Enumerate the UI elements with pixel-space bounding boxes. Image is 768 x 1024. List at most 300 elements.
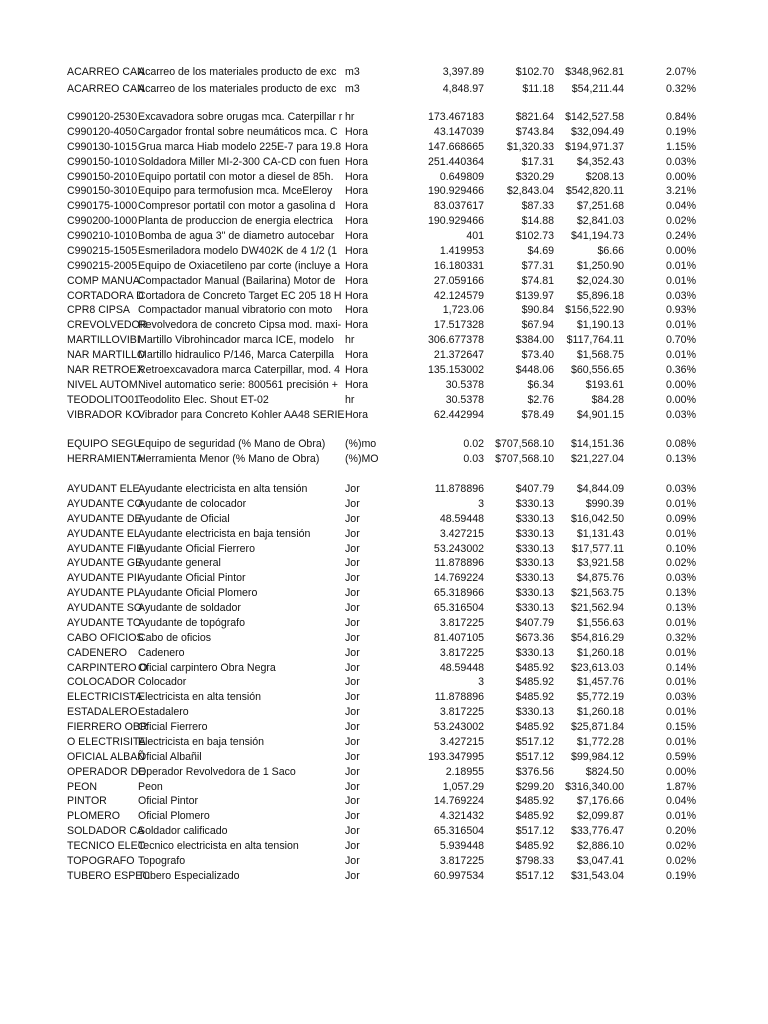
item-description: Cortadora de Concreto Target EC 205 18 H: [138, 289, 342, 302]
item-unit: (%)mo: [345, 438, 377, 450]
item-description: Equipo de seguridad (% Mano de Obra): [138, 438, 326, 450]
item-amount: $21,227.04: [570, 452, 624, 465]
item-unit-price: $821.64: [515, 111, 554, 123]
item-code: AYUDANTE TO: [67, 616, 142, 629]
item-description: Cabo de oficios: [138, 631, 212, 644]
item-unit-price: $517.12: [515, 825, 554, 838]
item-code: PEON: [67, 780, 98, 793]
item-amount: $14,151.36: [570, 438, 624, 450]
item-amount: $1,190.13: [576, 319, 624, 332]
item-unit: Jor: [345, 602, 360, 614]
item-code: NAR RETROEX: [67, 363, 144, 376]
item-description: Peon: [138, 780, 163, 793]
item-quantity: 3: [478, 676, 484, 689]
item-description: Oficial Fierrero: [138, 721, 208, 733]
item-code: ESTADALERO: [67, 706, 138, 719]
table-row: [67, 333, 707, 348]
item-unit-price: $485.92: [515, 691, 554, 704]
item-quantity: 147.668665: [428, 140, 484, 153]
item-unit: Jor: [345, 483, 360, 495]
item-code: HERRAMIENTA: [67, 452, 144, 465]
item-unit-price: $14.88: [521, 215, 554, 228]
table-row: [67, 170, 707, 185]
item-description: Martillo Vibrohincador marca ICE, modelo: [138, 334, 334, 347]
table-row: [67, 542, 707, 557]
item-amount: $5,772.19: [576, 691, 624, 704]
table-row: [67, 318, 707, 333]
item-unit: Hora: [345, 319, 368, 332]
item-description: Ayudante de soldador: [138, 602, 241, 614]
item-amount: $23,613.03: [570, 661, 624, 674]
item-unit-price: $330.13: [515, 706, 554, 719]
item-code: CPR8 CIPSA: [67, 304, 130, 317]
item-amount: $7,176.66: [576, 795, 624, 808]
item-amount: $25,871.84: [570, 721, 624, 733]
item-amount: $99,984.12: [570, 750, 624, 763]
item-unit-price: $485.92: [515, 795, 554, 808]
item-unit-price: $798.33: [515, 854, 554, 867]
item-description: Cargador frontal sobre neumáticos mca. C: [138, 125, 338, 138]
item-percentage: 0.01%: [665, 810, 696, 823]
item-quantity: 3.427215: [439, 735, 484, 748]
section-acarreo: [67, 64, 707, 98]
item-description: Equipo para termofusion mca. MceEleroy: [138, 185, 333, 198]
item-code: MARTILLOVIBI: [67, 334, 140, 347]
item-amount: $4,352.43: [576, 155, 624, 168]
item-description: Ayudante general: [138, 557, 221, 570]
item-unit-price: $743.84: [515, 125, 554, 138]
item-quantity: 0.02: [463, 438, 484, 450]
item-amount: $3,047.41: [576, 854, 624, 867]
item-percentage: 3.21%: [665, 185, 696, 198]
item-quantity: 4.321432: [439, 810, 484, 823]
item-description: Oficial Plomero: [138, 810, 210, 823]
item-unit: Jor: [345, 631, 360, 644]
item-unit-price: $707,568.10: [495, 452, 554, 465]
item-amount: $32,094.49: [570, 125, 624, 138]
item-percentage: 0.02%: [665, 557, 696, 570]
item-description: Oficial carpintero Obra Negra: [138, 661, 276, 674]
item-quantity: 48.59448: [439, 512, 484, 525]
item-unit-price: $673.36: [515, 631, 554, 644]
item-percentage: 0.02%: [665, 840, 696, 852]
item-description: Excavadora sobre orugas mca. Caterpillar r: [138, 111, 343, 123]
item-quantity: 30.5378: [445, 378, 484, 391]
item-unit-price: $139.97: [515, 289, 554, 302]
item-amount: $348,962.81: [565, 66, 624, 78]
table-row: [67, 110, 707, 125]
item-unit-price: $330.13: [515, 646, 554, 659]
item-quantity: 251.440364: [428, 155, 484, 168]
item-quantity: 3,397.89: [442, 66, 484, 78]
item-amount: $142,527.58: [565, 111, 624, 123]
item-description: Ayudante Oficial Fierrero: [138, 542, 255, 555]
item-amount: $41,194.73: [570, 230, 624, 242]
item-code: COMP MANUA: [67, 274, 140, 287]
item-unit-price: $17.31: [521, 155, 554, 168]
table-row: [67, 229, 707, 244]
item-code: OFICIAL ALBAÑ: [67, 750, 145, 763]
item-amount: $33,776.47: [570, 825, 624, 838]
item-amount: $1,568.75: [576, 349, 624, 361]
item-percentage: 0.01%: [665, 319, 696, 332]
item-amount: $2,841.03: [576, 215, 624, 228]
item-quantity: 135.153002: [428, 363, 484, 376]
item-amount: $2,099.87: [576, 810, 624, 823]
item-percentage: 0.24%: [665, 230, 696, 242]
item-description: Oficial Pintor: [138, 795, 199, 808]
item-percentage: 0.03%: [665, 289, 696, 302]
item-percentage: 0.32%: [665, 631, 696, 644]
item-quantity: 306.677378: [428, 334, 484, 347]
item-quantity: 193.347995: [428, 750, 484, 763]
item-amount: $542,820.11: [565, 185, 624, 198]
item-amount: $60,556.65: [570, 363, 624, 376]
item-percentage: 0.01%: [665, 616, 696, 629]
item-unit-price: $485.92: [515, 840, 554, 852]
item-percentage: 0.84%: [665, 111, 696, 123]
item-percentage: 2.07%: [665, 66, 696, 78]
item-code: AYUDANTE CO: [67, 497, 143, 510]
item-percentage: 0.00%: [665, 378, 696, 391]
table-row: [67, 140, 707, 155]
item-description: Compresor portatil con motor a gasolina d: [138, 200, 336, 213]
item-quantity: 3: [478, 497, 484, 510]
item-description: Esmeriladora modelo DW402K de 4 1/2 (1: [138, 244, 338, 257]
item-amount: $208.13: [585, 170, 624, 183]
item-description: Ayudante Oficial Plomero: [138, 587, 258, 600]
item-unit-price: $73.40: [521, 349, 554, 361]
item-unit: m3: [345, 66, 360, 78]
item-quantity: 173.467183: [428, 111, 484, 123]
item-percentage: 0.20%: [665, 825, 696, 838]
item-description: Ayudante electricista en alta tensión: [138, 483, 308, 495]
item-amount: $21,562.94: [570, 602, 624, 614]
item-quantity: 11.878896: [434, 691, 484, 704]
item-amount: $4,875.76: [576, 572, 624, 585]
item-description: Soldador calificado: [138, 825, 228, 838]
table-row: [67, 750, 707, 765]
item-unit: Jor: [345, 780, 360, 793]
item-description: Compactador Manual (Bailarina) Motor de: [138, 274, 336, 287]
item-amount: $17,577.11: [571, 542, 624, 555]
item-percentage: 0.13%: [665, 587, 696, 600]
item-description: Planta de produccion de energia electrica: [138, 215, 333, 228]
item-quantity: 5.939448: [439, 840, 484, 852]
item-amount: $990.39: [585, 497, 624, 510]
item-code: TOPOGRAFO: [67, 854, 135, 867]
item-quantity: 65.316504: [433, 602, 484, 614]
item-unit: hr: [345, 393, 355, 406]
table-row: [67, 259, 707, 274]
item-unit-price: $330.13: [515, 497, 554, 510]
item-unit-price: $376.56: [515, 765, 554, 778]
item-quantity: 3.817225: [439, 646, 484, 659]
item-description: Equipo portatil con motor a diesel de 85h.: [138, 170, 334, 183]
item-unit: hr: [345, 111, 355, 123]
item-description: Topografo: [138, 854, 186, 867]
item-percentage: 0.01%: [665, 646, 696, 659]
item-amount: $1,250.90: [576, 259, 624, 272]
item-unit-price: $1,320.33: [506, 140, 554, 153]
item-percentage: 0.03%: [665, 691, 696, 704]
item-percentage: 0.13%: [665, 602, 696, 614]
table-row: [67, 303, 707, 318]
item-description: Ayudante de Oficial: [138, 512, 230, 525]
item-unit: Hora: [345, 378, 368, 391]
item-quantity: 16.180331: [433, 259, 484, 272]
item-description: Equipo de Oxiacetileno par corte (incluye a: [138, 259, 340, 272]
table-row: [67, 601, 707, 616]
item-unit-price: $320.29: [515, 170, 554, 183]
item-unit: hr: [345, 334, 355, 347]
item-unit-price: $330.13: [515, 542, 554, 555]
item-unit: Jor: [345, 854, 360, 867]
item-quantity: 21.372647: [433, 349, 484, 361]
table-row: [67, 437, 707, 452]
item-quantity: 1,057.29: [442, 780, 484, 793]
item-amount: $7,251.68: [576, 200, 624, 213]
item-unit-price: $330.13: [515, 602, 554, 614]
item-amount: $194,971.37: [565, 140, 624, 153]
item-code: AYUDANT ELE: [67, 483, 140, 495]
item-unit: Jor: [345, 587, 360, 600]
item-unit-price: $485.92: [515, 721, 554, 733]
item-unit: Jor: [345, 512, 360, 525]
table-row: [67, 512, 707, 527]
item-code: PLOMERO: [67, 810, 120, 823]
item-unit-price: $330.13: [515, 527, 554, 540]
item-quantity: 14.769224: [433, 572, 484, 585]
item-percentage: 0.00%: [665, 765, 696, 778]
item-unit: Jor: [345, 810, 360, 823]
item-quantity: 81.407105: [433, 631, 484, 644]
item-code: TUBERO ESPEC: [67, 869, 151, 882]
item-unit-price: $407.79: [515, 616, 554, 629]
item-code: C990150-1010: [67, 155, 138, 168]
item-quantity: 60.997534: [433, 869, 484, 882]
item-quantity: 190.929466: [428, 185, 484, 198]
item-unit: Jor: [345, 557, 360, 570]
item-unit: Hora: [345, 170, 368, 183]
item-amount: $54,211.44: [571, 83, 624, 95]
item-unit-price: $4.69: [527, 244, 554, 257]
item-code: AYUDANTE DE: [67, 512, 142, 525]
item-percentage: 0.04%: [665, 200, 696, 213]
item-description: Electricista en baja tensión: [138, 735, 265, 748]
table-row: [67, 735, 707, 750]
item-unit-price: $517.12: [515, 750, 554, 763]
item-code: C990150-3010: [67, 185, 138, 198]
item-code: CADENERO: [67, 646, 128, 659]
item-amount: $21,563.75: [570, 587, 624, 600]
item-unit-price: $485.92: [515, 810, 554, 823]
item-unit: Hora: [345, 200, 368, 213]
item-unit: (%)MO: [345, 452, 379, 465]
item-unit: Jor: [345, 735, 360, 748]
item-unit: Jor: [345, 572, 360, 585]
table-row: [67, 809, 707, 824]
item-unit: Jor: [345, 825, 360, 838]
item-percentage: 0.03%: [665, 483, 696, 495]
item-unit: m3: [345, 83, 360, 95]
item-unit-price: $330.13: [515, 512, 554, 525]
section-percent-items: [67, 437, 707, 467]
item-amount: $3,921.58: [576, 557, 624, 570]
item-percentage: 0.19%: [665, 869, 696, 882]
item-amount: $193.61: [585, 378, 624, 391]
item-percentage: 0.00%: [665, 393, 696, 406]
item-unit-price: $517.12: [515, 735, 554, 748]
table-row: [67, 64, 707, 81]
item-unit-price: $102.73: [515, 230, 554, 242]
item-unit: Jor: [345, 676, 360, 689]
item-unit: Jor: [345, 497, 360, 510]
table-row: [67, 765, 707, 780]
item-code: TECNICO ELEC: [67, 840, 146, 852]
item-code: COLOCADOR: [67, 676, 136, 689]
table-row: [67, 363, 707, 378]
item-percentage: 0.01%: [665, 349, 696, 361]
item-unit-price: $78.49: [521, 408, 554, 421]
item-unit-price: $77.31: [521, 259, 554, 272]
table-row: [67, 125, 707, 140]
item-percentage: 0.04%: [665, 795, 696, 808]
item-unit-price: $330.13: [515, 572, 554, 585]
item-unit: Hora: [345, 244, 368, 257]
item-unit-price: $707,568.10: [495, 438, 554, 450]
item-percentage: 0.01%: [665, 259, 696, 272]
item-percentage: 0.03%: [665, 408, 696, 421]
item-percentage: 0.02%: [665, 215, 696, 228]
item-code: AYUDANTE PL: [67, 587, 140, 600]
table-row: [67, 184, 707, 199]
item-quantity: 3.817225: [439, 854, 484, 867]
item-description: Teodolito Elec. Shout ET-02: [138, 393, 269, 406]
item-unit: Hora: [345, 125, 368, 138]
item-unit: Jor: [345, 661, 360, 674]
table-row: [67, 571, 707, 586]
item-quantity: 190.929466: [428, 215, 484, 228]
item-amount: $1,260.18: [576, 706, 624, 719]
item-unit-price: $2.76: [527, 393, 554, 406]
item-code: EQUIPO SEGU: [67, 438, 142, 450]
item-description: Acarreo de los materiales producto de exc: [138, 66, 337, 78]
item-unit-price: $485.92: [515, 676, 554, 689]
item-code: TEODOLITO01: [67, 393, 140, 406]
table-row: [67, 274, 707, 289]
item-amount: $16,042.50: [570, 512, 624, 525]
item-code: SOLDADOR CA: [67, 825, 145, 838]
table-row: [67, 289, 707, 304]
item-code: PINTOR: [67, 795, 107, 808]
table-row: [67, 675, 707, 690]
item-percentage: 0.01%: [665, 274, 696, 287]
item-description: Compactador manual vibratorio con moto: [138, 304, 333, 317]
table-row: [67, 616, 707, 631]
item-unit: Jor: [345, 542, 360, 555]
item-percentage: 0.01%: [665, 706, 696, 719]
item-percentage: 0.09%: [665, 512, 696, 525]
item-description: Vibrador para Concreto Kohler AA48 SERIE: [138, 408, 345, 421]
item-amount: $1,131.43: [576, 527, 624, 540]
item-amount: $31,543.04: [570, 869, 624, 882]
item-amount: $2,024.30: [576, 274, 624, 287]
item-description: Martillo hidraulico P/146, Marca Caterpilla: [138, 349, 335, 361]
item-unit: Jor: [345, 795, 360, 808]
item-percentage: 0.93%: [665, 304, 696, 317]
table-row: [67, 378, 707, 393]
table-row: [67, 794, 707, 809]
item-percentage: 0.59%: [665, 750, 696, 763]
table-row: [67, 720, 707, 735]
item-percentage: 0.01%: [665, 527, 696, 540]
item-unit: Hora: [345, 274, 368, 287]
item-amount: $2,886.10: [576, 840, 624, 852]
item-code: O ELECTRISITA: [67, 735, 146, 748]
item-description: Colocador: [138, 676, 187, 689]
item-unit-price: $102.70: [515, 66, 554, 78]
item-unit: Jor: [345, 840, 360, 852]
item-code: AYUDANTE FIE: [67, 542, 144, 555]
table-row: [67, 690, 707, 705]
table-row: [67, 869, 707, 884]
item-quantity: 11.878896: [434, 483, 484, 495]
item-percentage: 0.14%: [665, 661, 696, 674]
item-quantity: 53.243002: [433, 542, 484, 555]
item-quantity: 65.316504: [433, 825, 484, 838]
item-unit: Jor: [345, 869, 360, 882]
item-unit: Hora: [345, 259, 368, 272]
item-amount: $1,772.28: [576, 735, 624, 748]
item-percentage: 0.02%: [665, 854, 696, 867]
item-amount: $1,457.76: [576, 676, 624, 689]
table-row: [67, 497, 707, 512]
item-amount: $316,340.00: [565, 780, 624, 793]
item-unit-price: $90.84: [521, 304, 554, 317]
item-unit: Hora: [345, 304, 368, 317]
item-description: Herramienta Menor (% Mano de Obra): [138, 452, 320, 465]
item-quantity: 4,848.97: [442, 83, 484, 95]
item-description: Soldadora Miller MI-2-300 CA-CD con fuen: [138, 155, 340, 168]
item-quantity: 3.817225: [439, 616, 484, 629]
item-amount: $1,260.18: [576, 646, 624, 659]
item-unit: Jor: [345, 765, 360, 778]
item-unit: Hora: [345, 349, 368, 361]
item-description: Electricista en alta tensión: [138, 691, 262, 704]
item-amount: $5,896.18: [576, 289, 624, 302]
item-quantity: 62.442994: [433, 408, 484, 421]
item-description: Cadenero: [138, 646, 185, 659]
item-unit: Hora: [345, 230, 368, 242]
table-row: [67, 824, 707, 839]
item-percentage: 0.00%: [665, 170, 696, 183]
item-description: Oficial Albañil: [138, 750, 202, 763]
item-unit-price: $299.20: [515, 780, 554, 793]
item-percentage: 0.03%: [665, 572, 696, 585]
table-row: [67, 631, 707, 646]
item-quantity: 17.517328: [433, 319, 484, 332]
item-code: C990150-2010: [67, 170, 138, 183]
item-quantity: 1,723.06: [442, 304, 484, 317]
item-quantity: 3.427215: [439, 527, 484, 540]
item-quantity: 43.147039: [433, 125, 484, 138]
item-unit-price: $384.00: [515, 334, 554, 347]
item-unit: Jor: [345, 706, 360, 719]
item-code: CABO OFICIOS: [67, 631, 144, 644]
item-description: Acarreo de los materiales producto de exc: [138, 83, 337, 95]
item-quantity: 0.03: [463, 452, 484, 465]
